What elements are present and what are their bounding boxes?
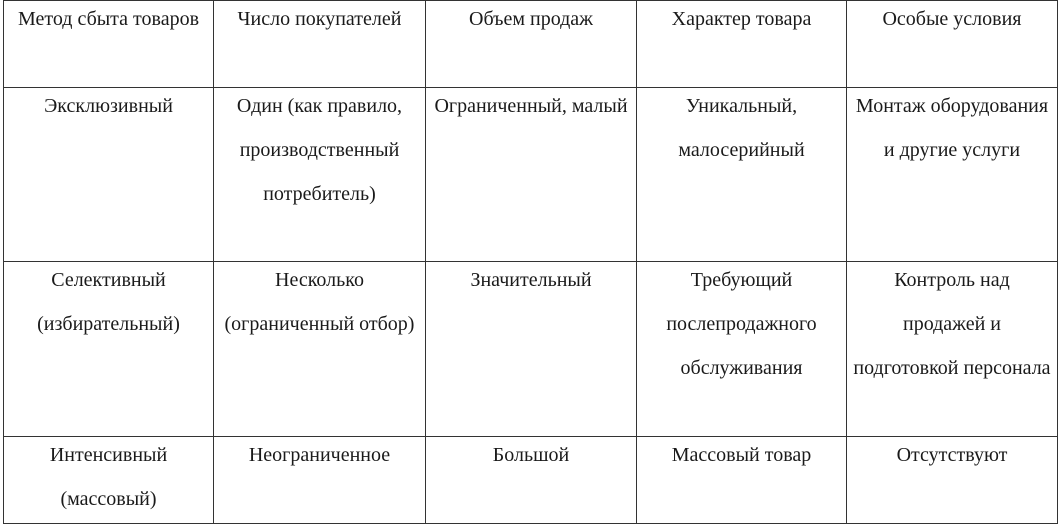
cell-buyers: Неограниченное — [214, 437, 426, 524]
cell-volume: Большой — [426, 437, 637, 524]
cell-conditions: Отсутствуют — [847, 437, 1058, 524]
cell-character: Массовый товар — [637, 437, 847, 524]
cell-volume: Значительный — [426, 262, 637, 437]
cell-character: Уникальный, малосерийный — [637, 88, 847, 262]
cell-buyers: Один (как правило, производственный потребитель) — [214, 88, 426, 262]
table-header-row — [4, 1, 1058, 88]
table-row — [4, 88, 1058, 262]
header-cell-method: Метод сбыта товаров — [4, 1, 214, 88]
sales-methods-table — [3, 0, 1058, 524]
header-cell-conditions: Особые условия — [847, 1, 1058, 88]
table-row — [4, 437, 1058, 524]
table-row — [4, 262, 1058, 437]
cell-method: Эксклюзивный — [4, 88, 214, 262]
cell-method: Интенсивный (массовый) — [4, 437, 214, 524]
cell-character: Требующий послепродажного обслуживания — [637, 262, 847, 437]
cell-buyers: Несколько (ограниченный отбор) — [214, 262, 426, 437]
cell-volume: Ограниченный, малый — [426, 88, 637, 262]
header-cell-volume: Объем продаж — [426, 1, 637, 88]
cell-conditions: Монтаж оборудования и другие услуги — [847, 88, 1058, 262]
header-cell-character: Характер товара — [637, 1, 847, 88]
header-cell-buyers: Число покупателей — [214, 1, 426, 88]
cell-method: Селективный (избирательный) — [4, 262, 214, 437]
cell-conditions: Контроль над продажей и подготовкой персонала — [847, 262, 1058, 437]
